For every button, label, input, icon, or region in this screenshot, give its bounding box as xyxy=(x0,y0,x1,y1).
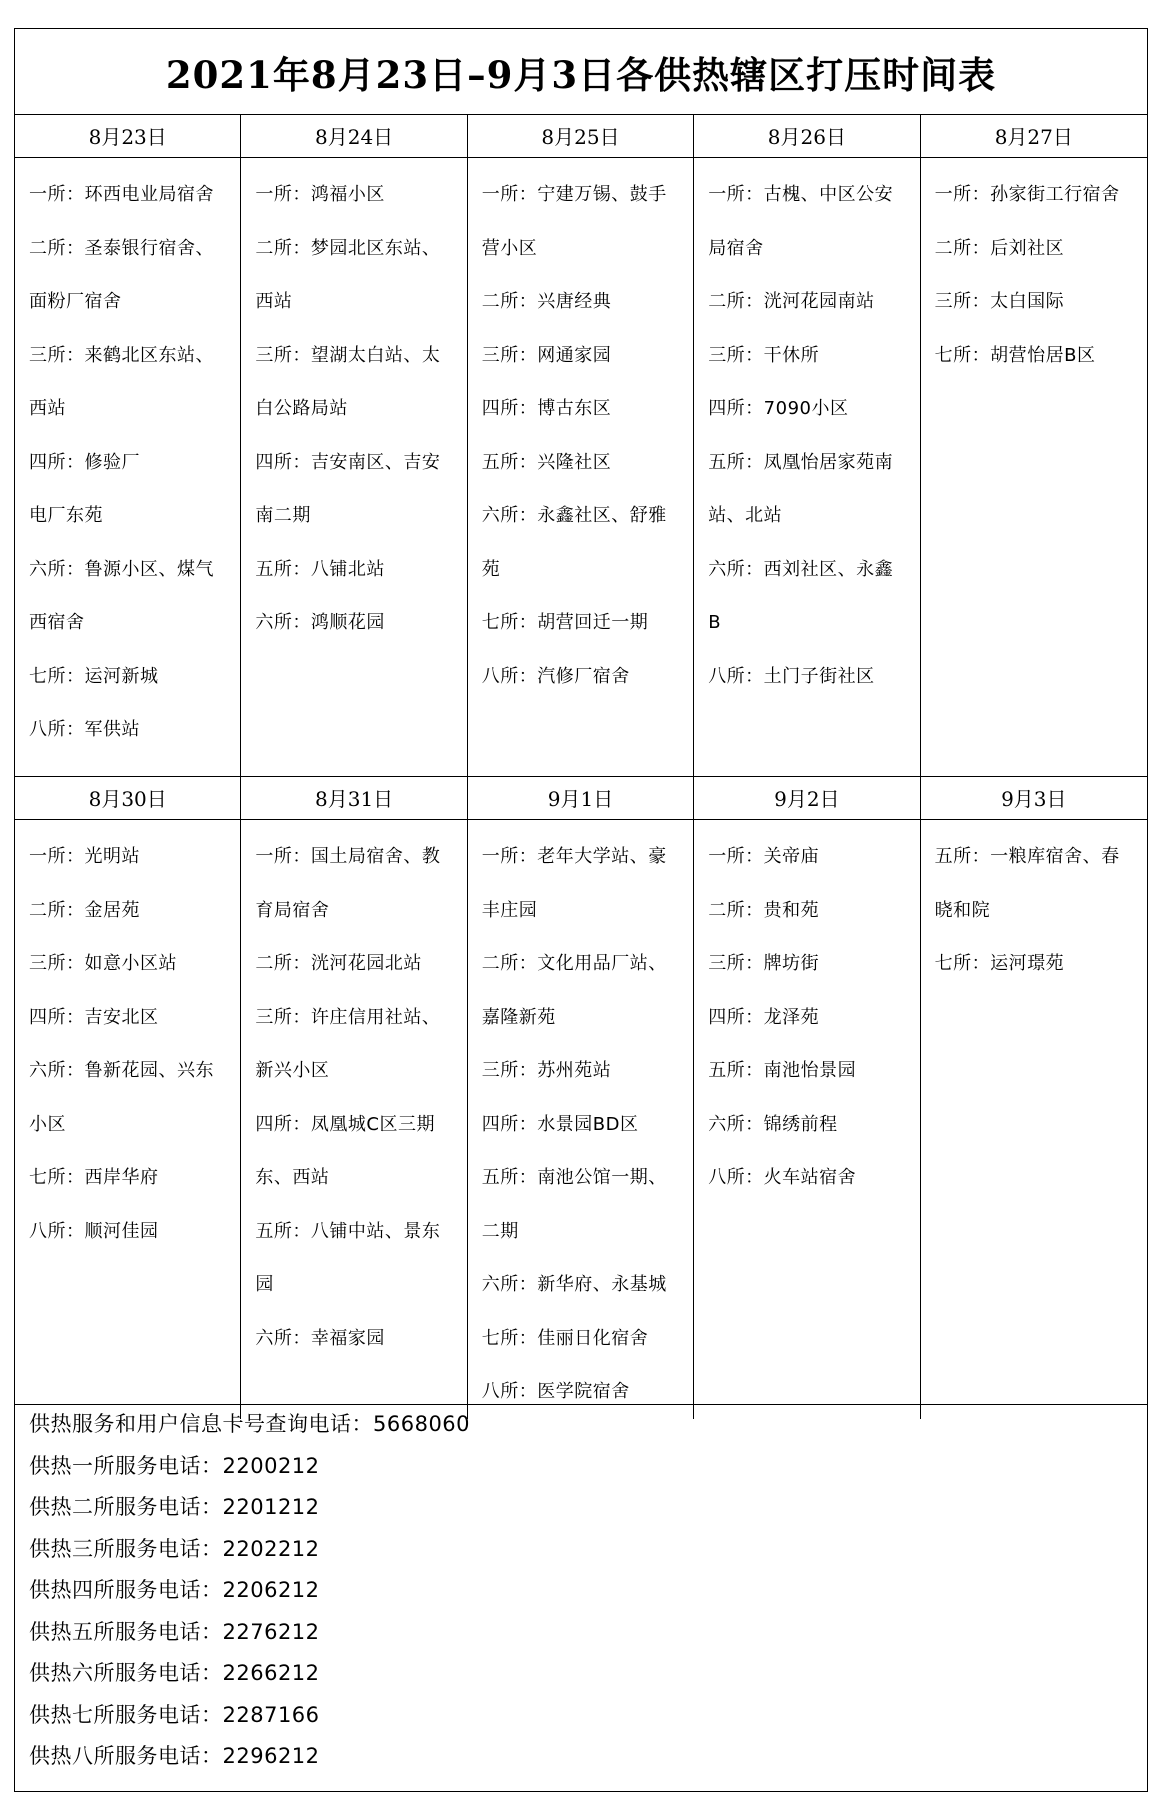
station-entry: 一所：宁建万锡、鼓手 xyxy=(481,184,667,205)
station-entry: 东、西站 xyxy=(255,1167,330,1188)
station-entry: 一所：关帝庙 xyxy=(708,846,820,867)
date-header: 8月30日 xyxy=(15,776,241,820)
day-cell xyxy=(15,158,241,776)
station-entry: 二所：后刘社区 xyxy=(934,237,1065,259)
station-entry: 二所：梦园北区东站、 xyxy=(255,237,441,259)
station-entry: 五所：南池怡景园 xyxy=(708,1060,857,1081)
station-entry: 五所：南池公馆一期、 xyxy=(481,1167,667,1188)
station-entry: 二所：洸河花园北站 xyxy=(255,953,422,974)
schedule-sheet xyxy=(14,28,1148,1792)
station-entry: 三所：网通家园 xyxy=(481,344,612,366)
station-entry: 一所：古槐、中区公安 xyxy=(708,184,894,205)
station-entry: 二所：金居苑 xyxy=(29,899,140,921)
station-entry: 新兴小区 xyxy=(255,1060,330,1081)
date-header: 8月24日 xyxy=(241,114,467,158)
station-entry: 三所：来鹤北区东站、 xyxy=(29,344,214,366)
station-entry: 小区 xyxy=(29,1113,66,1135)
date-header: 9月3日 xyxy=(921,776,1147,820)
station-entry: 丰庄园 xyxy=(481,899,538,921)
station-entry: 面粉厂宿舍 xyxy=(29,291,122,312)
station-entry: 六所：鲁新花园、兴东 xyxy=(29,1060,214,1081)
station-entry: 站、北站 xyxy=(708,505,783,526)
date-header: 8月23日 xyxy=(15,114,241,158)
service-phone-line: 供热七所服务电话：2287166 xyxy=(29,1702,320,1727)
station-entry: 四所：修验厂 xyxy=(29,451,140,473)
station-entry: 苑 xyxy=(481,558,501,580)
page-title: 2021年8月23日–9月3日各供热辖区打压时间表 xyxy=(15,29,1147,115)
station-entry: 六所：永鑫社区、舒雅 xyxy=(481,505,667,526)
station-entry: 二期 xyxy=(481,1220,519,1242)
station-entry: 白公路局站 xyxy=(255,398,348,419)
station-entry: 二所：洸河花园南站 xyxy=(708,291,875,312)
station-entry: 七所：胡营怡居B区 xyxy=(934,344,1096,366)
date-header: 8月27日 xyxy=(921,114,1147,158)
day-cell xyxy=(921,158,1147,776)
service-phone-line: 供热八所服务电话：2296212 xyxy=(29,1744,320,1768)
week2-header-row xyxy=(15,776,1147,820)
station-entry: 七所：西岸华府 xyxy=(29,1167,159,1188)
station-entry: 一所：老年大学站、豪 xyxy=(481,846,667,867)
station-entry: 七所：佳丽日化宿舍 xyxy=(481,1327,649,1349)
station-entry: 一所：环西电业局宿舍 xyxy=(29,184,214,205)
station-entry: 七所：胡营回迁一期 xyxy=(481,612,649,633)
station-entry: 晓和院 xyxy=(934,899,991,921)
station-entry: 二所：贵和苑 xyxy=(708,899,820,921)
station-entry: 七所：运河新城 xyxy=(29,665,159,687)
station-entry: 局宿舍 xyxy=(708,237,764,259)
station-entry: 六所：鲁源小区、煤气 xyxy=(29,558,214,580)
date-header: 9月2日 xyxy=(694,776,920,820)
station-entry: 二所：兴唐经典 xyxy=(481,291,612,312)
week2-body-row xyxy=(15,820,1147,1405)
service-phone-line: 供热三所服务电话：2202212 xyxy=(29,1536,320,1561)
date-header: 8月25日 xyxy=(468,114,694,158)
station-entry: B xyxy=(708,612,722,633)
station-entry: 五所：凤凰怡居家苑南 xyxy=(708,451,894,473)
week1-body-row xyxy=(15,158,1147,777)
service-phone-line: 供热六所服务电话：2266212 xyxy=(29,1661,320,1685)
station-entry: 二所：圣泰银行宿舍、 xyxy=(29,237,214,259)
station-entry: 四所：水景园BD区 xyxy=(481,1113,639,1135)
station-entry: 一所：光明站 xyxy=(29,846,140,867)
service-phone-line: 供热四所服务电话：2206212 xyxy=(29,1578,320,1602)
service-phone-line: 供热二所服务电话：2201212 xyxy=(29,1495,320,1519)
station-entry: 三所：望湖太白站、太 xyxy=(255,344,441,366)
week1-header-row xyxy=(15,114,1147,158)
station-entry: 一所：国土局宿舍、教 xyxy=(255,846,441,867)
station-entry: 八所：汽修厂宿舍 xyxy=(481,665,630,687)
station-entry: 园 xyxy=(255,1274,274,1295)
station-entry: 三所：牌坊街 xyxy=(708,953,820,974)
station-entry: 二所：文化用品厂站、 xyxy=(481,953,667,974)
day-cell xyxy=(15,820,241,1419)
station-entry: 六所：锦绣前程 xyxy=(708,1113,838,1135)
station-entry: 六所：鸿顺花园 xyxy=(255,612,385,633)
day-cell xyxy=(241,158,467,776)
station-entry: 嘉隆新苑 xyxy=(481,1006,556,1028)
station-entry: 三所：如意小区站 xyxy=(29,953,177,974)
station-entry: 一所：孙家街工行宿舍 xyxy=(934,184,1120,205)
day-cell xyxy=(468,820,694,1419)
station-entry: 四所：吉安南区、吉安 xyxy=(255,451,441,473)
station-entry: 育局宿舍 xyxy=(255,899,330,921)
station-entry: 四所：吉安北区 xyxy=(29,1006,159,1028)
station-entry: 西站 xyxy=(255,291,293,312)
station-entry: 六所：西刘社区、永鑫 xyxy=(708,558,894,580)
day-cell xyxy=(241,820,467,1419)
date-header: 8月31日 xyxy=(241,776,467,820)
service-phone-line: 供热五所服务电话：2276212 xyxy=(29,1619,320,1644)
date-header: 9月1日 xyxy=(468,776,694,820)
station-entry: 营小区 xyxy=(481,237,538,259)
station-entry: 三所：许庄信用社站、 xyxy=(255,1006,441,1028)
station-entry: 三所：太白国际 xyxy=(934,291,1065,312)
day-cell xyxy=(468,158,694,776)
station-entry: 一所：鸿福小区 xyxy=(255,184,385,205)
station-entry: 八所：土门子街社区 xyxy=(708,665,875,687)
station-entry: 六所：幸福家园 xyxy=(255,1327,385,1349)
day-cell xyxy=(921,820,1147,1419)
station-entry: 西站 xyxy=(29,398,66,419)
station-entry: 五所：兴隆社区 xyxy=(481,451,612,473)
station-entry: 七所：运河璟苑 xyxy=(934,953,1065,974)
station-entry: 三所：干休所 xyxy=(708,344,820,366)
station-entry: 南二期 xyxy=(255,505,311,526)
station-entry: 八所：医学院宿舍 xyxy=(481,1381,630,1402)
date-header: 8月26日 xyxy=(694,114,920,158)
station-entry: 五所：一粮库宿舍、春 xyxy=(934,846,1120,867)
day-cell xyxy=(694,820,920,1419)
station-entry: 六所：新华府、永基城 xyxy=(481,1274,667,1295)
station-entry: 四所：龙泽苑 xyxy=(708,1006,820,1028)
station-entry: 电厂东苑 xyxy=(29,505,103,526)
station-entry: 八所：顺河佳园 xyxy=(29,1220,159,1242)
service-phone-line: 供热服务和用户信息卡号查询电话：5668060 xyxy=(29,1412,471,1436)
station-entry: 五所：八铺北站 xyxy=(255,558,385,580)
day-cell xyxy=(694,158,920,776)
station-entry: 五所：八铺中站、景东 xyxy=(255,1220,441,1242)
station-entry: 八所：军供站 xyxy=(29,719,140,740)
station-entry: 八所：火车站宿舍 xyxy=(708,1167,857,1188)
station-entry: 三所：苏州苑站 xyxy=(481,1060,612,1081)
service-phone-line: 供热一所服务电话：2200212 xyxy=(29,1453,320,1478)
service-phone-list xyxy=(15,1404,1147,1778)
station-entry: 四所：博古东区 xyxy=(481,398,612,419)
station-entry: 四所：凤凰城C区三期 xyxy=(255,1113,435,1135)
station-entry: 四所：7090小区 xyxy=(708,398,849,419)
station-entry: 西宿舍 xyxy=(29,612,85,633)
